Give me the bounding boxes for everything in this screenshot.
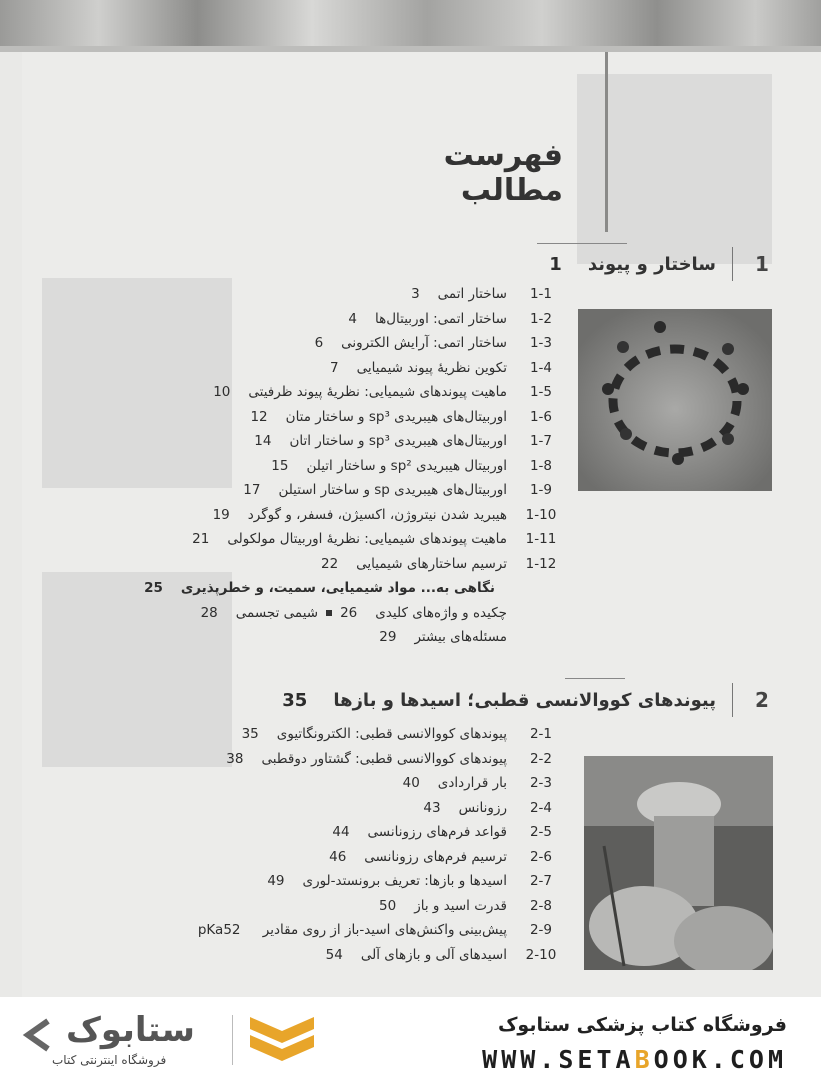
section-title: تکوین نظریهٔ پیوند شیمیایی — [356, 359, 507, 376]
section-title: بار قراردادی — [437, 775, 507, 791]
section-title: ماهیت پیوندهای شیمیایی: نظریهٔ اوربیتال مولکولی — [227, 531, 507, 547]
toc-row[interactable] — [23, 552, 563, 577]
store-logo-text: ستابوک — [66, 1010, 195, 1050]
section-title: ساختار اتمی: اوربیتال‌ها — [374, 310, 507, 327]
chapter-1-sections — [23, 282, 563, 576]
section-page: 3 — [411, 286, 420, 302]
section-number: 1-5 — [529, 384, 553, 400]
chapter-separator — [732, 247, 733, 281]
toc-summary-row[interactable] — [23, 601, 563, 626]
section-page: 49 — [267, 873, 285, 889]
store-logo-subtitle: فروشگاه اینترنتی کتاب — [52, 1053, 167, 1067]
section-page: 6 — [314, 335, 324, 351]
section-page: 40 — [402, 775, 420, 791]
section-title: ترسیم فرم‌های رزونانسی — [364, 848, 507, 865]
toc-row[interactable] — [23, 722, 563, 747]
section-title: پیوندهای کووالانسی قطبی: گشتاور دوقطبی — [261, 750, 507, 767]
top-photo-strip — [0, 0, 821, 52]
url-prefix: WWW.SETA — [482, 1045, 635, 1074]
section-number: 2-6 — [529, 848, 553, 865]
url-accent-letter: B — [634, 1045, 654, 1074]
section-title: اوربیتال‌های هیبریدی sp³ و ساختار اتان — [289, 433, 507, 449]
section-number: 2-5 — [529, 824, 553, 840]
section-page: 12 — [250, 408, 268, 425]
store-url[interactable] — [482, 1045, 787, 1074]
bullet-square — [326, 610, 332, 616]
section-page: 54 — [325, 946, 343, 963]
section-number: 2-1 — [529, 726, 553, 742]
chapter-2-header — [255, 683, 775, 717]
farmer-photo — [584, 756, 773, 970]
section-page: 7 — [330, 359, 339, 376]
toc-row[interactable] — [23, 478, 563, 503]
section-number: 1-8 — [529, 457, 553, 474]
toc-row[interactable] — [23, 356, 563, 381]
section-number: 1-9 — [529, 482, 553, 498]
section-title: قدرت اسید و باز — [414, 897, 507, 914]
section-title: رزونانس — [458, 799, 507, 816]
section-title: ساختار اتمی: آرایش الکترونی — [341, 335, 507, 351]
visual-title: شیمی تجسمی — [235, 604, 319, 621]
section-number: 1-3 — [529, 335, 553, 351]
farmer-image — [584, 756, 773, 970]
section-title: قواعد فرم‌های رزونانسی — [367, 824, 507, 840]
section-page: 4 — [348, 310, 357, 327]
toc-row[interactable] — [23, 429, 563, 454]
section-number: 1-4 — [529, 359, 553, 376]
toc-row[interactable] — [23, 796, 563, 821]
chapter-number: 2 — [755, 688, 769, 712]
skydivers-photo — [578, 309, 772, 491]
section-title: اوربیتال‌های هیبریدی sp³ و ساختار متان — [285, 408, 507, 425]
section-number: 1-10 — [525, 506, 557, 523]
section-title: ساختار اتمی — [437, 286, 507, 302]
toc-row[interactable] — [23, 527, 563, 552]
logo-divider — [232, 1015, 233, 1065]
toc-row[interactable] — [23, 869, 563, 894]
chapter-page: 35 — [282, 689, 308, 711]
section-page: 21 — [192, 531, 210, 547]
toc-row[interactable] — [23, 331, 563, 356]
section-page: 14 — [254, 433, 272, 449]
section-number: 1-1 — [529, 286, 553, 302]
skydivers-image — [578, 309, 772, 491]
section-page: 15 — [271, 457, 289, 474]
chapter-page: 1 — [549, 253, 562, 275]
section-page: 22 — [320, 555, 339, 572]
section-title: اسیدها و بازها: تعریف برونستد-لوری — [302, 873, 507, 889]
section-title: ماهیت پیوندهای شیمیایی: نظریهٔ پیوند ظرفیتی — [248, 384, 507, 400]
section-page: 17 — [243, 482, 261, 498]
section-title: پیوندهای کووالانسی قطبی: الکترونگاتیوی — [276, 726, 507, 742]
chapter-1-extras — [23, 576, 563, 650]
toc-note-row[interactable] — [23, 576, 563, 601]
section-number: 1-11 — [525, 531, 557, 547]
vertical-divider — [605, 52, 608, 232]
toc-row[interactable] — [23, 894, 563, 919]
toc-row[interactable] — [23, 454, 563, 479]
section-title: اوربیتال‌های هیبریدی sp و ساختار استیلن — [278, 482, 507, 498]
chapter-1-header — [255, 247, 775, 281]
section-title: هیبرید شدن نیتروژن، اکسیژن، فسفر، و گوگرد — [247, 506, 507, 523]
chapter-rule — [537, 243, 627, 244]
section-title: پیش‌بینی واکنش‌های اسید-باز از روی مقادیر pKa — [197, 922, 507, 938]
summary-page: 26 — [340, 604, 358, 621]
section-number: 1-2 — [529, 310, 553, 327]
toc-row[interactable] — [23, 405, 563, 430]
toc-row[interactable] — [23, 380, 563, 405]
page-title: فهرست مطالب — [443, 138, 563, 208]
toc-row[interactable] — [23, 747, 563, 772]
section-number: 2-8 — [529, 897, 553, 914]
section-number: 2-7 — [529, 873, 553, 889]
section-page: 46 — [329, 848, 347, 865]
section-number: 2-10 — [525, 946, 557, 963]
section-number: 2-3 — [529, 775, 553, 791]
section-page: 44 — [332, 824, 350, 840]
chapter-number: 1 — [755, 252, 769, 276]
section-page: 19 — [212, 506, 230, 523]
section-title: ترسیم ساختارهای شیمیایی — [356, 555, 507, 572]
chapter-title: پیوندهای کووالانسی قطبی؛ اسیدها و بازها — [333, 689, 716, 711]
url-suffix: OOK.COM — [653, 1045, 787, 1074]
summary-title: چکیده و واژه‌های کلیدی — [375, 604, 507, 621]
section-number: 1-12 — [525, 555, 557, 572]
section-page: 35 — [241, 726, 259, 742]
note-page: 25 — [144, 580, 163, 596]
toc-row[interactable] — [23, 307, 563, 332]
section-page: 43 — [423, 799, 441, 816]
chapter-rule — [565, 678, 625, 679]
section-title: اوربیتال هیبریدی sp² و ساختار اتیلن — [306, 457, 507, 474]
section-number: 1-7 — [529, 433, 553, 449]
toc-row[interactable] — [23, 918, 563, 943]
toc-row[interactable] — [23, 943, 563, 968]
problems-page: 29 — [379, 629, 397, 645]
toc-row[interactable] — [23, 845, 563, 870]
section-number: 2-4 — [529, 799, 553, 816]
section-page: 38 — [226, 750, 244, 767]
chapter-separator — [732, 683, 733, 717]
store-banner — [0, 997, 821, 1080]
toc-row[interactable] — [23, 771, 563, 796]
section-page: 10 — [213, 384, 231, 400]
book-logo-icon — [246, 1011, 318, 1073]
chapter-title: ساختار و پیوند — [587, 253, 716, 275]
toc-row[interactable] — [23, 282, 563, 307]
section-title: اسیدهای آلی و بازهای آلی — [360, 946, 507, 963]
note-title: نگاهی به... مواد شیمیایی، سمیت، و خطرپذیری — [180, 580, 495, 596]
section-page: 50 — [379, 897, 397, 914]
store-name: فروشگاه کتاب پزشکی ستابوک — [497, 1014, 787, 1036]
section-number: 2-9 — [529, 922, 553, 938]
visual-page: 28 — [200, 604, 218, 621]
toc-problems-row[interactable] — [23, 625, 563, 650]
section-number: 1-6 — [529, 408, 553, 425]
chevron-logo-icon — [18, 1015, 58, 1059]
chapter-2-sections — [23, 722, 563, 967]
problems-title: مسئله‌های بیشتر — [414, 629, 507, 645]
toc-row[interactable] — [23, 820, 563, 845]
toc-row[interactable] — [23, 503, 563, 528]
section-number: 2-2 — [529, 750, 553, 767]
section-page: 52 — [223, 922, 241, 938]
